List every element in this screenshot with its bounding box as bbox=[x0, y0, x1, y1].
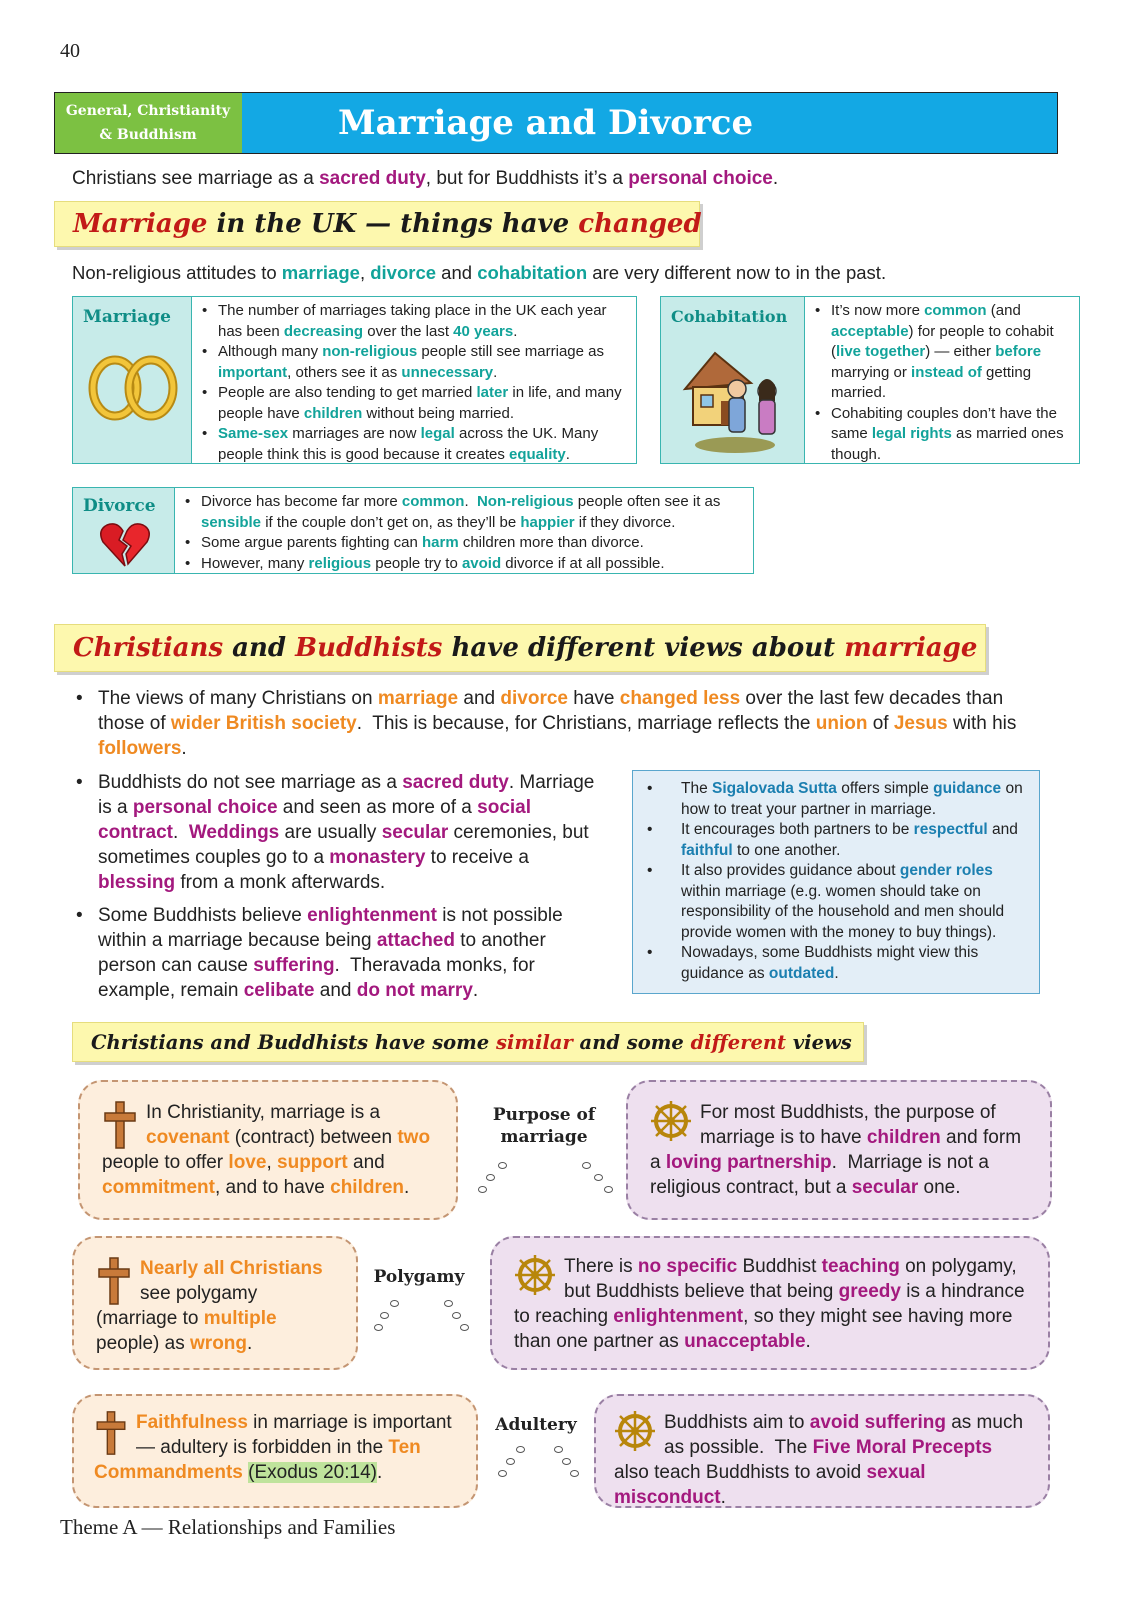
broken-heart-icon bbox=[99, 522, 151, 568]
intro-text: Christians see marriage as a sacred duty, but for Buddhists it’s a personal choice. bbox=[72, 168, 779, 189]
dharma-wheel-icon bbox=[614, 1410, 656, 1452]
buddhist-adultery-card: Buddhists aim to avoid suffering as much as possible. The Five Moral Precepts also teach Buddhists to avoid sexual misconduct. bbox=[594, 1394, 1050, 1508]
cross-icon bbox=[102, 1100, 138, 1150]
list-item: • It encourages both partners to be respectful and faithful to one another. bbox=[637, 820, 1031, 861]
buddhist-polygamy-card: There is no specific Buddhist teaching on polygamy, but Buddhists believe that being greedy is a hindrance to reaching enlightenment, so they might see having more than one partner as unacceptable. bbox=[490, 1236, 1050, 1370]
section-heading-views: Christians and Buddhists have different views about marriage bbox=[54, 624, 986, 672]
cross-icon bbox=[94, 1410, 128, 1456]
thought-bubble bbox=[486, 1174, 495, 1181]
divorce-box bbox=[72, 487, 754, 574]
thought-bubble bbox=[380, 1312, 389, 1319]
list-item: • The views of many Christians on marriage and divorce have changed less over the last few decades than those of wider British society. This is because, for Christians, marriage reflects the union of Jesus with his followers. bbox=[72, 686, 1052, 761]
list-item: • Same-sex marriages are now legal across the UK. Many people think this is good because it creates equality. bbox=[198, 424, 626, 465]
thought-bubble bbox=[516, 1446, 525, 1453]
thought-bubble bbox=[478, 1186, 487, 1193]
dharma-wheel-icon bbox=[514, 1254, 556, 1296]
list-item: • Some argue parents fighting can harm children more than divorce. bbox=[181, 533, 745, 554]
thought-bubble bbox=[594, 1174, 603, 1181]
list-item: • Some Buddhists believe enlightenment is not possible within a marriage because being attached to another person can cause suffering. Theravada monks, for example, remain celibate and do not marry. bbox=[72, 903, 602, 1003]
thought-bubble bbox=[506, 1458, 515, 1465]
marriage-tab bbox=[73, 297, 192, 463]
marriage-box bbox=[72, 296, 637, 464]
divorce-tab bbox=[73, 488, 175, 573]
topic-tag-line1: General, Christianity bbox=[65, 103, 231, 119]
thought-bubble bbox=[452, 1312, 461, 1319]
marriage-title: Marriage bbox=[83, 307, 171, 327]
cohabitation-title: Cohabitation bbox=[671, 307, 788, 326]
header-frame bbox=[54, 92, 1058, 154]
thought-bubble bbox=[498, 1162, 507, 1169]
list-item: • Cohabiting couples don’t have the same legal rights as married ones though. bbox=[811, 404, 1069, 466]
christian-polygamy-card: Nearly all Christians see polygamy (marriage to multiple people) as wrong. bbox=[72, 1236, 358, 1370]
footer-theme: Theme A — Relationships and Families bbox=[60, 1515, 396, 1539]
page-title: Marriage and Divorce bbox=[242, 92, 1058, 154]
thought-bubble bbox=[582, 1162, 591, 1169]
section-uk-intro: Non-religious attitudes to marriage, divorce and cohabitation are very different now to in the past. bbox=[72, 262, 887, 283]
exodus-reference: (Exodus 20:14) bbox=[248, 1462, 377, 1483]
thought-bubble bbox=[498, 1470, 507, 1477]
christian-adultery-card: Faithfulness in marriage is important — adultery is forbidden in the Ten Commandments (Exodus 20:14). bbox=[72, 1394, 478, 1508]
thought-bubble bbox=[562, 1458, 571, 1465]
list-item: • It also provides guidance about gender roles within marriage (e.g. women should take on responsibility of the household and men should provide women with the money to buy things). bbox=[637, 861, 1031, 943]
list-item: • However, many religious people try to avoid divorce if at all possible. bbox=[181, 554, 745, 575]
list-item: • People are also tending to get married later in life, and many people have children without being married. bbox=[198, 383, 626, 424]
list-item: • Although many non-religious people still see marriage as important, others see it as unnecessary. bbox=[198, 342, 626, 383]
page-number: 40 bbox=[60, 40, 80, 62]
thought-bubble bbox=[374, 1324, 383, 1331]
polygamy-label: Polygamy bbox=[373, 1267, 465, 1287]
adultery-label: Adultery bbox=[495, 1415, 577, 1435]
rings-icon bbox=[85, 353, 181, 423]
list-item: • The number of marriages taking place in the UK each year has been decreasing over the last 40 years. bbox=[198, 301, 626, 342]
list-item: • The Sigalovada Sutta offers simple guidance on how to treat your partner in marriage. bbox=[637, 779, 1031, 820]
cohabitation-tab bbox=[661, 297, 805, 463]
cohabitation-box bbox=[660, 296, 1080, 464]
list-item: • Divorce has become far more common. Non-religious people often see it as sensible if the couple don’t get on, as they’ll be happier if they divorce. bbox=[181, 492, 745, 533]
list-item: • It’s now more common (and acceptable) for people to cohabit (live together) — either before marrying or instead of getting married. bbox=[811, 301, 1069, 404]
section-heading-similar: Christians and Buddhists have some similar and some different views bbox=[72, 1022, 864, 1062]
section-heading-uk: Marriage in the UK — things have changed bbox=[54, 201, 700, 247]
cross-icon bbox=[96, 1256, 132, 1306]
buddhist-purpose-card: For most Buddhists, the purpose of marriage is to have children and form a loving partnership. Marriage is not a religious contract, but a secular one. bbox=[626, 1080, 1052, 1220]
views-list-buddhist bbox=[72, 770, 602, 1009]
dharma-wheel-icon bbox=[650, 1100, 692, 1142]
thought-bubble bbox=[390, 1300, 399, 1307]
sigalovada-sutta-box bbox=[632, 770, 1040, 994]
thought-bubble bbox=[570, 1470, 579, 1477]
list-item: • Buddhists do not see marriage as a sacred duty. Marriage is a personal choice and seen as more of a social contract. Weddings are usually secular ceremonies, but sometimes couples go to a monastery to receive a blessing from a monk afterwards. bbox=[72, 770, 602, 895]
christian-purpose-card: In Christianity, marriage is a covenant (contract) between two people to offer love, support and commitment, and to have children. bbox=[78, 1080, 458, 1220]
list-item: • Nowadays, some Buddhists might view this guidance as outdated. bbox=[637, 943, 1031, 984]
topic-tag-line2: & Buddhism bbox=[99, 127, 197, 143]
purpose-of-marriage-label: Purpose of marriage bbox=[492, 1105, 596, 1147]
divorce-title: Divorce bbox=[83, 496, 156, 516]
thought-bubble bbox=[554, 1446, 563, 1453]
thought-bubble bbox=[604, 1186, 613, 1193]
thought-bubble bbox=[444, 1300, 453, 1307]
thought-bubble bbox=[460, 1324, 469, 1331]
views-list bbox=[72, 686, 1052, 767]
house-couple-icon bbox=[675, 337, 795, 455]
